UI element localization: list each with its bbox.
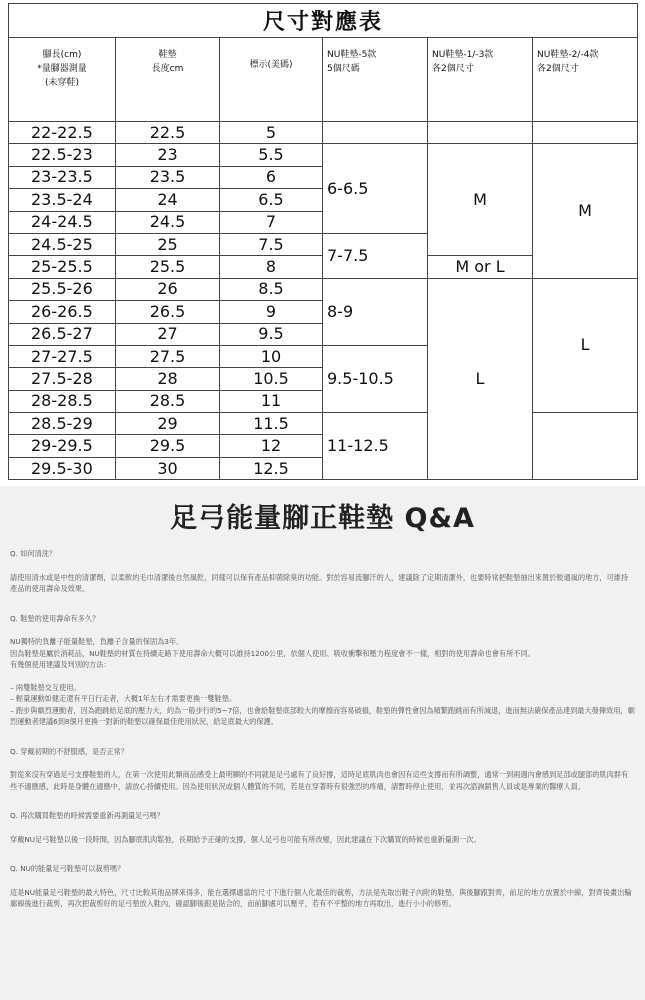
header-insole-length: 鞋墊 長度cm <box>116 38 220 122</box>
foot-length-cell: 27-27.5 <box>9 345 116 367</box>
qa-answer-line <box>10 671 635 682</box>
header-nu-2-4: NU鞋墊-2/-4款 各2個尺寸 <box>533 38 638 122</box>
foot-length-cell: 26-26.5 <box>9 301 116 323</box>
qa-answer <box>10 572 635 595</box>
nu13-empty-cell <box>428 122 533 144</box>
qa-answer-line: 因為鞋墊是屬於消耗品，NU鞋墊的材質在持續走路下使用壽命大概可以維持1200公里，依個人使用、吸收衝擊和壓力程度會不一樣，相對的使用壽命也會有所不同。 <box>10 648 535 658</box>
foot-length-cell: 22-22.5 <box>9 122 116 144</box>
qa-answer-line: NU獨特的負離子能量鞋墊，負離子含量的保固為3年。 <box>10 637 184 646</box>
header-nu-1-3: NU鞋墊-1/-3款 各2個尺寸 <box>428 38 533 122</box>
insole-length-cell: 27.5 <box>116 345 220 367</box>
qa-answer <box>10 887 635 910</box>
insole-length-cell: 26.5 <box>116 301 220 323</box>
nu5-group-cell: 6-6.5 <box>323 144 428 234</box>
insole-length-cell: 26 <box>116 278 220 300</box>
qa-answer <box>10 834 635 846</box>
header-nu-5: NU鞋墊-5款 5個尺碼 <box>323 38 428 122</box>
us-size-cell: 6 <box>220 166 323 188</box>
insole-length-cell: 22.5 <box>116 122 220 144</box>
us-size-cell: 8.5 <box>220 278 323 300</box>
us-size-cell: 6.5 <box>220 189 323 211</box>
foot-length-cell: 23-23.5 <box>9 166 116 188</box>
foot-length-cell: 28.5-29 <box>9 413 116 435</box>
table-row <box>9 122 638 144</box>
size-chart-table <box>8 3 638 480</box>
qa-title: 足弓能量腳正鞋墊 Q&A <box>170 503 475 534</box>
foot-length-cell: 25-25.5 <box>9 256 116 278</box>
qa-answer-line: 穿戴NU足弓鞋墊以後一段時間，因為腳底肌肉鬆弛，長期給予正確的支撐，個人足弓也可能有所改變，因此建議在下次購買的時候也重新量測一次。 <box>10 834 481 844</box>
us-size-cell: 7.5 <box>220 233 323 255</box>
qa-question: Q. 如何清洗？ <box>10 549 57 558</box>
qa-answer-line: 有幾個使用建議及判別的方法： <box>10 660 111 669</box>
qa-answer-line: 請使用清水或是中性的清潔劑，以柔軟的毛巾清潔後自然風乾，同樣可以保有產品抑菌除臭的功能。對於容易流腳汗的人，建議除了定期清潔外，也要時常把鞋墊抽出來置於較通風的地方，可維持產品的使用壽命及效果。 <box>10 572 629 593</box>
foot-length-cell: 27.5-28 <box>9 368 116 390</box>
qa-answer-line: 這是NU能量足弓鞋墊的最大特色，尺寸比較其他品牌來得多，能在選擇適當的尺寸下進行個人化最佳的裁剪，方法是先取出鞋子內附的鞋墊，與後腳跟對齊，前足的地方放置於中線，對齊後畫出輪廓線後進行裁剪，再次把裁剪好的足弓墊放入鞋內，確認腳後跟是貼合的，而前腳處可以壓平，若有不平整的地方再取出，進行小小的修剪。 <box>10 887 632 908</box>
qa-answer-line: – 兩雙鞋墊交互使用。 <box>10 682 81 692</box>
nu5-empty-cell <box>323 122 428 144</box>
insole-length-cell: 23.5 <box>116 166 220 188</box>
insole-length-cell: 29.5 <box>116 435 220 457</box>
qa-question: Q. 再次購買鞋墊的時候需要重新再測量足弓嗎？ <box>10 811 164 820</box>
foot-length-cell: 24-24.5 <box>9 211 116 233</box>
table-row <box>9 413 638 435</box>
insole-length-cell: 25.5 <box>116 256 220 278</box>
us-size-cell: 9 <box>220 301 323 323</box>
qa-question: Q. 鞋墊的使用壽命有多久？ <box>10 613 100 623</box>
us-size-cell: 10 <box>220 345 323 367</box>
us-size-cell: 12 <box>220 435 323 457</box>
us-size-cell: 10.5 <box>220 368 323 390</box>
insole-length-cell: 28 <box>116 368 220 390</box>
us-size-cell: 11.5 <box>220 413 323 435</box>
header-foot-length: 腳長(cm) *量腳器測量 (未穿鞋) <box>9 38 116 122</box>
nu24-empty-cell <box>533 413 638 480</box>
insole-length-cell: 23 <box>116 144 220 166</box>
us-size-cell: 8 <box>220 256 323 278</box>
table-row <box>9 278 638 300</box>
nu24-group-cell: M <box>533 144 638 278</box>
qa-answer-line: 對從來沒有穿過足弓支撐鞋墊的人，在第一次使用此類商品感受上最明顯的不同就是足弓處有了良好撐，這時足底肌肉也會因有這些支撐而有所調整，通常一到兩週內會感到足部或腿部的肌肉群有些不適應感，此時是身體在適應中，請放心持續使用。因為使用狀況或個人體質的不同，若是在穿著時有很強烈的疼痛，請暫時停止使用，並再次諮詢銷售人員或是專業的醫療人員。 <box>10 770 629 791</box>
nu24-empty-cell <box>533 122 638 144</box>
insole-length-cell: 29 <box>116 413 220 435</box>
insole-length-cell: 24.5 <box>116 211 220 233</box>
insole-length-cell: 27 <box>116 323 220 345</box>
foot-length-cell: 29.5-30 <box>9 457 116 479</box>
us-size-cell: 12.5 <box>220 457 323 479</box>
header-us-size: 標示(美碼) <box>220 38 323 122</box>
us-size-cell: 5 <box>220 122 323 144</box>
foot-length-cell: 25.5-26 <box>9 278 116 300</box>
nu5-group-cell: 9.5-10.5 <box>323 345 428 412</box>
foot-length-cell: 29-29.5 <box>9 435 116 457</box>
foot-length-cell: 24.5-25 <box>9 233 116 255</box>
nu5-group-cell: 7-7.5 <box>323 233 428 278</box>
insole-length-cell: 28.5 <box>116 390 220 412</box>
foot-length-cell: 23.5-24 <box>9 189 116 211</box>
us-size-cell: 9.5 <box>220 323 323 345</box>
nu13-group-cell: M or L <box>428 256 533 278</box>
insole-length-cell: 25 <box>116 233 220 255</box>
nu5-group-cell: 11-12.5 <box>323 413 428 480</box>
us-size-cell: 7 <box>220 211 323 233</box>
table-row <box>9 144 638 166</box>
nu13-group-cell: M <box>428 144 533 256</box>
foot-length-cell: 28-28.5 <box>9 390 116 412</box>
us-size-cell: 5.5 <box>220 144 323 166</box>
qa-question: Q. 穿戴初期的不舒服感，是否正常？ <box>10 746 129 756</box>
nu24-group-cell: L <box>533 278 638 412</box>
qa-answer-line: – 跑步與劇烈運動者，因為跑跳給足底的壓力大，約為一般步行的5~7倍，也會給鞋墊底部較大的摩擦而容易破損，鞋墊的彈性會因為頻繁跑跳而有所減退，進而無法確保產品達到最大發揮效用，劇烈運動者建議6到8個月更換一對新的鞋墊以確保最佳使用狀況，給足底最大的保護。 <box>10 705 635 726</box>
qa-section <box>0 486 645 1000</box>
size-chart-section <box>0 0 645 482</box>
qa-answer-line: – 輕量運動如健走還有平日行走者，大概1年左右才需要更換一雙鞋墊。 <box>10 694 237 703</box>
qa-answer <box>10 769 635 792</box>
foot-length-cell: 26.5-27 <box>9 323 116 345</box>
insole-length-cell: 30 <box>116 457 220 479</box>
insole-length-cell: 24 <box>116 189 220 211</box>
us-size-cell: 11 <box>220 390 323 412</box>
qa-answer <box>10 636 635 728</box>
size-chart-title: 尺寸對應表 <box>9 4 638 38</box>
qa-question: Q. NU的能量足弓鞋墊可以裁剪嗎？ <box>10 864 125 873</box>
qa-body <box>10 548 635 928</box>
nu13-group-cell: L <box>428 278 533 480</box>
nu5-group-cell: 8-9 <box>323 278 428 345</box>
foot-length-cell: 22.5-23 <box>9 144 116 166</box>
